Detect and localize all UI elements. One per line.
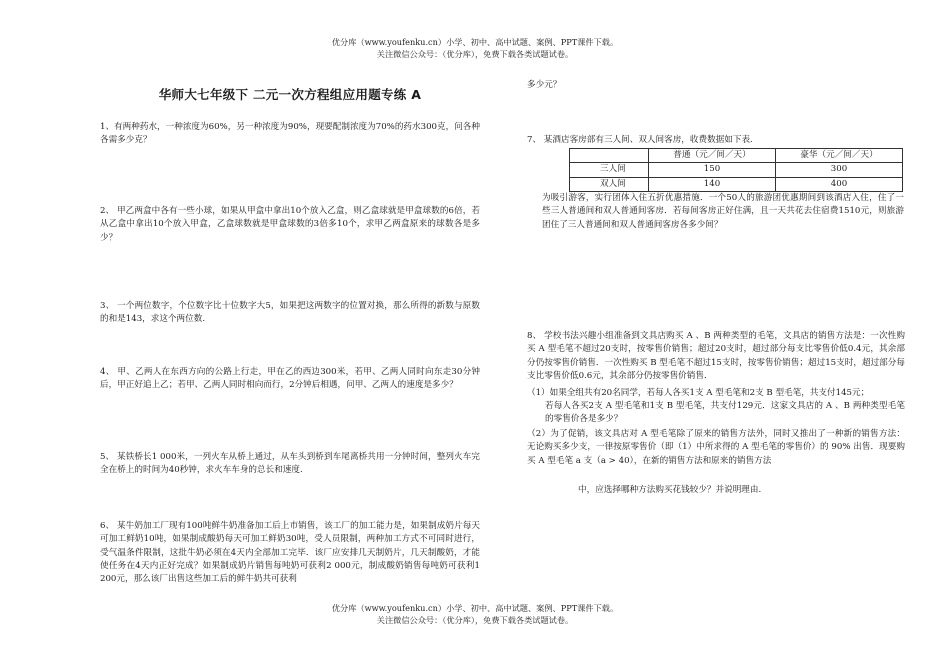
table-cell: 150 — [649, 163, 776, 177]
question-6: 6、 某牛奶加工厂现有100吨鲜牛奶准备加工后上市销售，该工厂的加工能力是，如果制成奶片每天可加工鲜奶10吨，如果制成酸奶每天可加工鲜奶30吨，受人员限制，两种加工方式不可同时进行，受气温条件限制，这批牛奶必须在4天内全部加工完毕．该厂应安排几天制奶片，几天制酸奶，才能使任务在4天内正好完成？如果制成奶片销售每吨奶可获利2 000元，制成酸奶销售每吨奶可获利1 200元，那么该厂出售这些加工后的鲜牛奶共可获利 — [100, 521, 480, 585]
page-title: 华师大七年级下 二元一次方程组应用题专练 A — [158, 87, 422, 102]
table-row — [570, 163, 903, 177]
question-8-part-1-cont: 若每人各买2支 A 型毛笔和1支 B 型毛笔，共支付129元．这家文具店的 A 、B 两种类型毛笔的零售价各是多少？ — [545, 401, 905, 425]
question-1: 1、有两种药水，一种浓度为60%，另一种浓度为90%，现要配制浓度为70%的药水300克，问各种各需多少克？ — [100, 122, 480, 146]
price-table — [569, 148, 903, 192]
table-header-cell: 豪华（元／间／天） — [776, 149, 903, 163]
question-5: 5、 某铁桥长1 000米，一列火车从桥上通过，从车头到桥到车尾离桥共用一分钟时间，整列火车完全在桥上的时间为40秒钟，求火车车身的总长和速度. — [100, 452, 480, 476]
table-header-cell — [570, 149, 649, 163]
table-header-cell: 普通（元／间／天） — [649, 149, 776, 163]
question-2: 2、 甲乙两盒中各有一些小球，如果从甲盒中拿出10个放入乙盒，则乙盒球就是甲盒球数的6倍，若从乙盒中拿出10个放入甲盒，乙盒球数就是甲盒球数的3倍多10个，求甲乙两盒原来的球数各是多少？ — [100, 206, 480, 243]
footer-line-2: 关注微信公众号：（优分库），免费下载各类试题试卷。 — [376, 614, 574, 625]
question-3: 3、 一个两位数字，个位数字比十位数字大5，如果把这两数字的位置对换，那么所得的新数与原数的和是143，求这个两位数. — [100, 301, 480, 325]
question-6-continued: 多少元？ — [527, 80, 562, 90]
table-header-row — [570, 149, 903, 163]
question-7-body: 为吸引游客，实行团体入住五折优惠措施．一个50人的旅游团优惠期间到该酒店入住，住了一些三人普通间和双人普通间客房．若每间客房正好住满，且一天共花去住宿费1510元，则旅游团住了三人普通间和双人普通间客房各多少间？ — [542, 193, 904, 230]
table-cell: 400 — [776, 177, 903, 191]
question-8-part-2-cont: 中，应选择哪种方法购买花钱较少？并说明理由. — [578, 485, 762, 495]
question-7-intro: 7、 某酒店客房部有三人间、双人间客房，收费数据如下表. — [527, 135, 753, 145]
page-footer — [0, 603, 950, 627]
table-cell: 三人间 — [570, 163, 649, 177]
question-4: 4、 甲、乙两人在东西方向的公路上行走，甲在乙的西边300米，若甲、乙两人同时向东走30分钟后，甲正好追上乙；若甲、乙两人同时相向而行，2分钟后相遇，问甲、乙两人的速度是多少？ — [100, 367, 480, 391]
question-8-part-2: （2）为了促销，该文具店对 A 型毛笔除了原来的销售方法外，同时又推出了一种新的销售方法：无论购买多少支，一律按原零售价（即（1）中所求得的 A 型毛笔的零售价）的 90% 出售．现要购买 A 型毛笔 a 支（a > 40），在新的销售方法和原来的销售方法 — [527, 429, 905, 466]
question-8-part-1: （1）如果全组共有20名同学，若每人各买1支 A 型毛笔和2支 B 型毛笔，共支付145元； — [527, 388, 870, 398]
table-cell: 300 — [776, 163, 903, 177]
table-cell: 双人间 — [570, 177, 649, 191]
question-8-intro: 8、 学校书法兴趣小组准备到文具店购买 A 、B 两种类型的毛笔，文具店的销售方法是：一次性购买 A 型毛笔不超过20支时，按零售价销售；超过20支时，超过部分每支比零售价低0.4元，其余部分仍按零售价销售．一次性购买 B 型毛笔不超过15支时，按零售价销售；超过15支时，超过部分每支比零售价低0.6元，其余部分仍按零售价销售． — [527, 331, 905, 381]
table-cell: 140 — [649, 177, 776, 191]
header-line-2: 关注微信公众号：（优分库），免费下载各类试题试卷。 — [376, 48, 574, 59]
page-header — [0, 37, 950, 61]
header-line-1: 优分库（www.youfenku.cn）小学、初中、高中试题、案例、PPT课件下载。 — [331, 37, 619, 47]
footer-line-1: 优分库（www.youfenku.cn）小学、初中、高中试题、案例、PPT课件下载。 — [331, 603, 619, 613]
table-row — [570, 177, 903, 191]
